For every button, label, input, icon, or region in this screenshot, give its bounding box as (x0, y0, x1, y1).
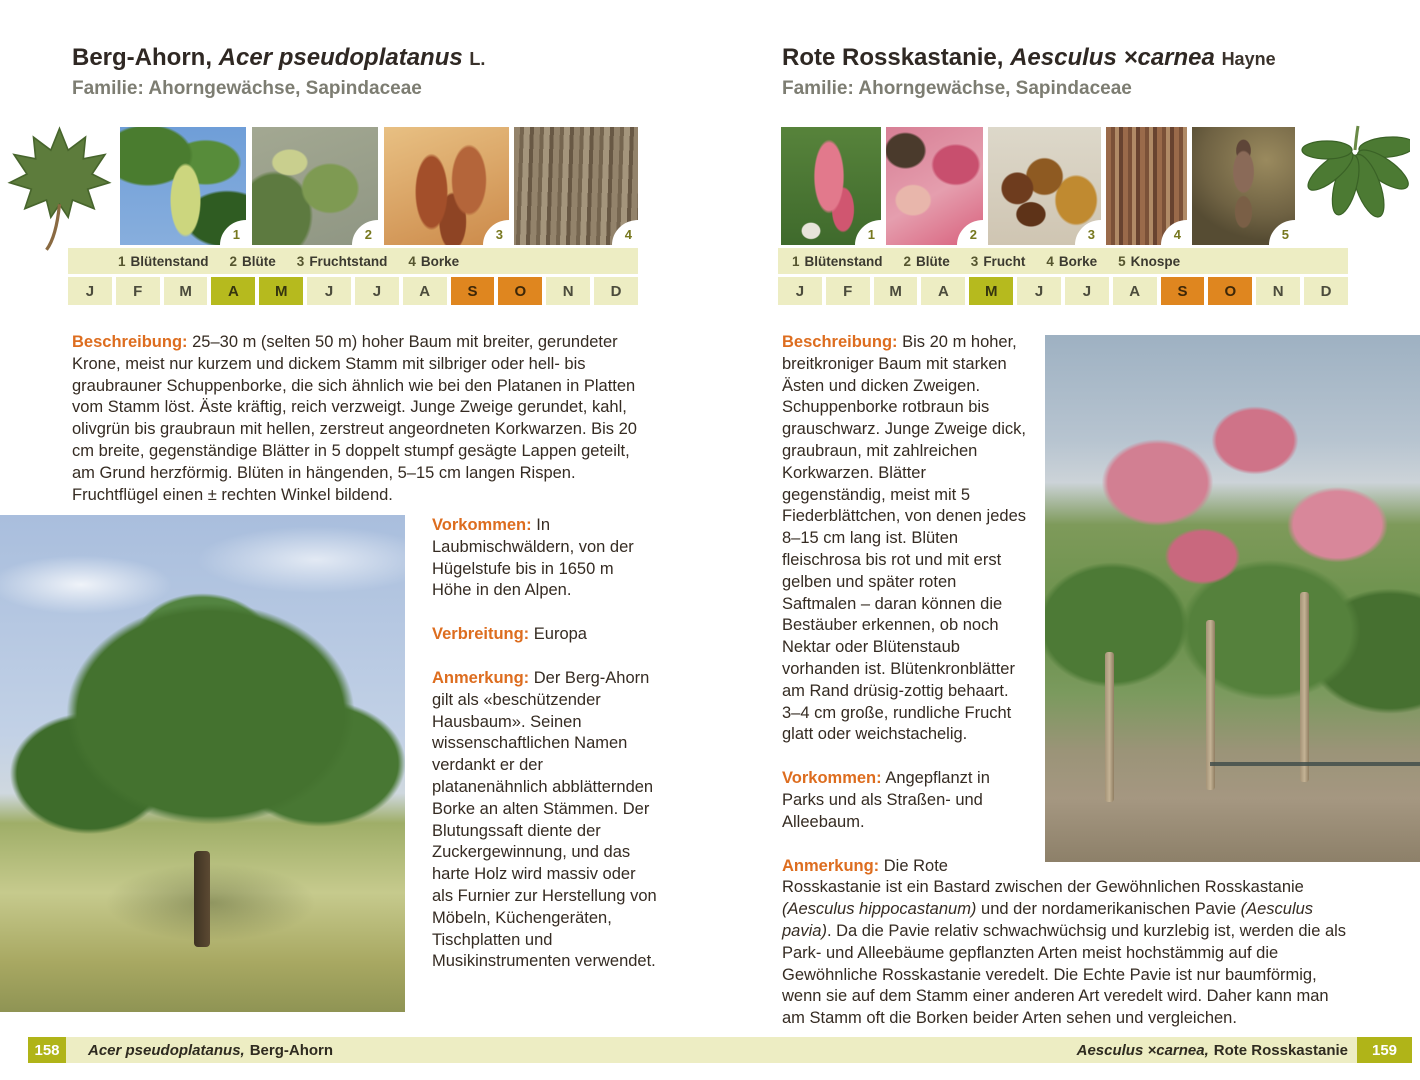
caption-item: 1 Blütenstand (118, 253, 209, 269)
photo-number-badge: 4 (1161, 220, 1187, 245)
avenue-tree-trunk (1105, 652, 1114, 802)
verbreitung-label: Verbreitung: (432, 625, 530, 644)
month-cell-7: J (355, 277, 399, 305)
caption-item: 2 Blüte (229, 253, 276, 269)
month-cell-10: O (498, 277, 542, 305)
month-cell-2: F (116, 277, 160, 305)
footer-common-name: Berg-Ahorn (249, 1041, 334, 1059)
month-cell-4: A (211, 277, 255, 305)
photo-caption-strip-left (68, 248, 638, 274)
beschreibung-text: 25–30 m (selten 50 m) hoher Baum mit breiter, gerundeter Krone, meist nur kurzem und dickem Stamm mit silbriger oder hell- bis graubrauner Schuppenborke, die sich ähnlich wie bei den Platanen in Platten vom Stamm löst. Äste kräftig, reich verzweigt. Junge Zweige gerundet, kahl, olivgrün bis graubraun mit hellen, zerstreut angeordneten Korkwarzen. Bis 20 cm breite, gegenständige Blätter in 5 doppelt stumpf gesägte Lappen geteilt, am Grund herzförmig. Blüten in hängenden, 5–15 cm langen Rispen. Fruchtflügel einen ± rechten Winkel bildend. (72, 333, 637, 504)
family-line-right: Familie: Ahorngewächse, Sapindaceae (782, 78, 1132, 99)
month-cell-6: J (1017, 277, 1061, 305)
beschreibung-left (72, 332, 640, 506)
photo-number-badge: 2 (957, 220, 983, 245)
species-common-name: Rote Rosskastanie, (782, 44, 1004, 71)
photo-borke-left (514, 127, 638, 245)
caption-item: 1 Blütenstand (792, 253, 883, 269)
vorkommen-text: Angepflanzt in Parks und als Straßen- und Alleebaum. (782, 769, 990, 831)
species-latin-name: Acer pseudoplatanus (218, 44, 463, 71)
month-cell-1: J (778, 277, 822, 305)
caption-item: 3 Fruchtstand (296, 253, 388, 269)
avenue-tree-trunk (1300, 592, 1309, 782)
red-horse-chestnut-avenue-photo (1045, 335, 1420, 862)
month-cell-12: D (594, 277, 638, 305)
maple-leaf-icon (2, 122, 117, 252)
month-cell-4: A (921, 277, 965, 305)
photo-number-badge: 1 (855, 220, 881, 245)
photo-knospe-right (1192, 127, 1295, 245)
text-flow-right (782, 332, 1355, 1030)
caption-item: 4 Borke (408, 253, 460, 269)
verbreitung-text: Europa (533, 625, 587, 644)
verbreitung-left (432, 624, 657, 646)
tree-trunk (194, 851, 210, 947)
beschreibung-label: Beschreibung: (782, 333, 898, 351)
sycamore-tree-photo (0, 515, 405, 1012)
chestnut-leaf-drawing (1300, 122, 1410, 252)
species-authority: Hayne (1221, 49, 1276, 69)
photo-bluetenstand-left (120, 127, 246, 245)
month-cell-5: M (969, 277, 1013, 305)
vorkommen-text: In Laubmischwäldern, von der Hügelstufe bis in 1650 m Höhe in den Alpen. (432, 516, 634, 600)
month-cell-8: A (1113, 277, 1157, 305)
anmerkung-left (432, 668, 657, 973)
photo-borke-right (1106, 127, 1187, 245)
month-cell-2: F (826, 277, 870, 305)
caption-item: 4 Borke (1046, 253, 1098, 269)
month-cell-11: N (1256, 277, 1300, 305)
month-cell-9: S (451, 277, 495, 305)
month-cell-10: O (1208, 277, 1252, 305)
month-cell-11: N (546, 277, 590, 305)
page-number-left: 158 (28, 1037, 66, 1063)
vorkommen-label: Vorkommen: (782, 769, 882, 788)
anmerkung-text: Die Rote Rosskastanie ist ein Bastard zwischen der Gewöhnlichen Rosskastanie (Aesculus hippocastanum) und der nordamerikanischen Pavie (Aesculus pavia). Da die Pavie relativ schwachwüchsig und kurzlebig ist, werden die als Park- und Alleebäume gepflanzten Arten meist hochstämmig auf die Gewöhnliche Rosskastanie veredelt. Die Echte Pavie ist nur baumförmig, wenn sie auf dem Stamm einer anderen Art veredelt wird. Daher kann man am Stamm oft die Borken beider Arten sehen und vergleichen. (782, 856, 1347, 1028)
park-railing (1210, 762, 1420, 766)
photo-bluete-left (252, 127, 378, 245)
beschreibung-text: Bis 20 m hoher, breitkroniger Baum mit starken Ästen und dicken Zweigen. Schuppenborke rotbraun bis grauschwarz. Junge Zweige dick, graubraun, mit zahlreichen Korkwarzen. Blätter gegenständig, meist mit 5 Fiederblättchen, von denen jedes 8–15 cm lang ist. Blüten fleischrosa bis rot und mit erst gelben und später roten Saftmalen – daran können die Bestäuber erkennen, ob noch Nektar oder Blütenstaub vorhanden ist. Blütenkronblätter am Rand drüsig-zottig behaart. 3–4 cm große, rundliche Frucht glatt oder weichstachelig. (782, 333, 1027, 744)
photo-number-badge: 2 (352, 220, 378, 245)
photo-bluetenstand-right (781, 127, 881, 245)
species-authority: L. (469, 49, 486, 69)
species-latin-name: Aesculus ×carnea (1010, 44, 1215, 71)
month-calendar-left (68, 277, 638, 305)
photo-number-badge: 4 (612, 220, 638, 245)
footer-text-right (748, 1037, 1348, 1063)
anmerkung-right (782, 856, 1355, 1030)
photo-frucht-right (988, 127, 1101, 245)
caption-item: 3 Frucht (970, 253, 1026, 269)
month-cell-8: A (403, 277, 447, 305)
beschreibung-label: Beschreibung: (72, 333, 188, 351)
month-cell-12: D (1304, 277, 1348, 305)
month-cell-5: M (259, 277, 303, 305)
month-cell-7: J (1065, 277, 1109, 305)
footer-text-left (88, 1037, 333, 1063)
anmerkung-label: Anmerkung: (432, 668, 530, 687)
photo-bluete-right (886, 127, 983, 245)
footer-common-name: Rote Rosskastanie (1213, 1041, 1348, 1059)
month-cell-6: J (307, 277, 351, 305)
photo-fruchtstand-left (384, 127, 509, 245)
caption-item: 5 Knospe (1118, 253, 1181, 269)
photo-number-badge: 3 (1075, 220, 1101, 245)
month-cell-3: M (874, 277, 918, 305)
footer-species: Aesculus ×carnea, (1076, 1041, 1209, 1059)
chestnut-leaf-icon (1300, 122, 1410, 252)
photo-number-badge: 3 (483, 220, 509, 245)
caption-item: 2 Blüte (903, 253, 950, 269)
page-number-right: 159 (1357, 1037, 1412, 1063)
maple-leaf-drawing (2, 122, 117, 252)
month-cell-1: J (68, 277, 112, 305)
species-common-name: Berg-Ahorn, (72, 44, 212, 71)
page-title-right (782, 44, 1276, 72)
anmerkung-label: Anmerkung: (782, 856, 880, 875)
family-line-left: Familie: Ahorngewächse, Sapindaceae (72, 78, 422, 99)
month-cell-3: M (164, 277, 208, 305)
photo-caption-strip-right (778, 248, 1348, 274)
anmerkung-text: Der Berg-Ahorn gilt als «beschützender Hausbaum». Seinen wissenschaftlichen Namen verdankt er der platanenähnlich abblätternden Borke an alten Stämmen. Der Blutungssaft diente der Zuckergewinnung, und das harte Holz wird massiv oder als Furnier zur Herstellung von Möbeln, Küchengeräten, Tischplatten und Musikinstrumenten verwendet. (432, 668, 657, 971)
footer-species: Acer pseudoplatanus, (88, 1041, 245, 1059)
vorkommen-left (432, 515, 657, 602)
month-calendar-right (778, 277, 1348, 305)
photo-number-badge: 5 (1269, 220, 1295, 245)
photo-number-badge: 1 (220, 220, 246, 245)
month-cell-9: S (1161, 277, 1205, 305)
vorkommen-label: Vorkommen: (432, 516, 532, 534)
info-column-left (432, 515, 657, 995)
page-title-left (72, 44, 485, 72)
